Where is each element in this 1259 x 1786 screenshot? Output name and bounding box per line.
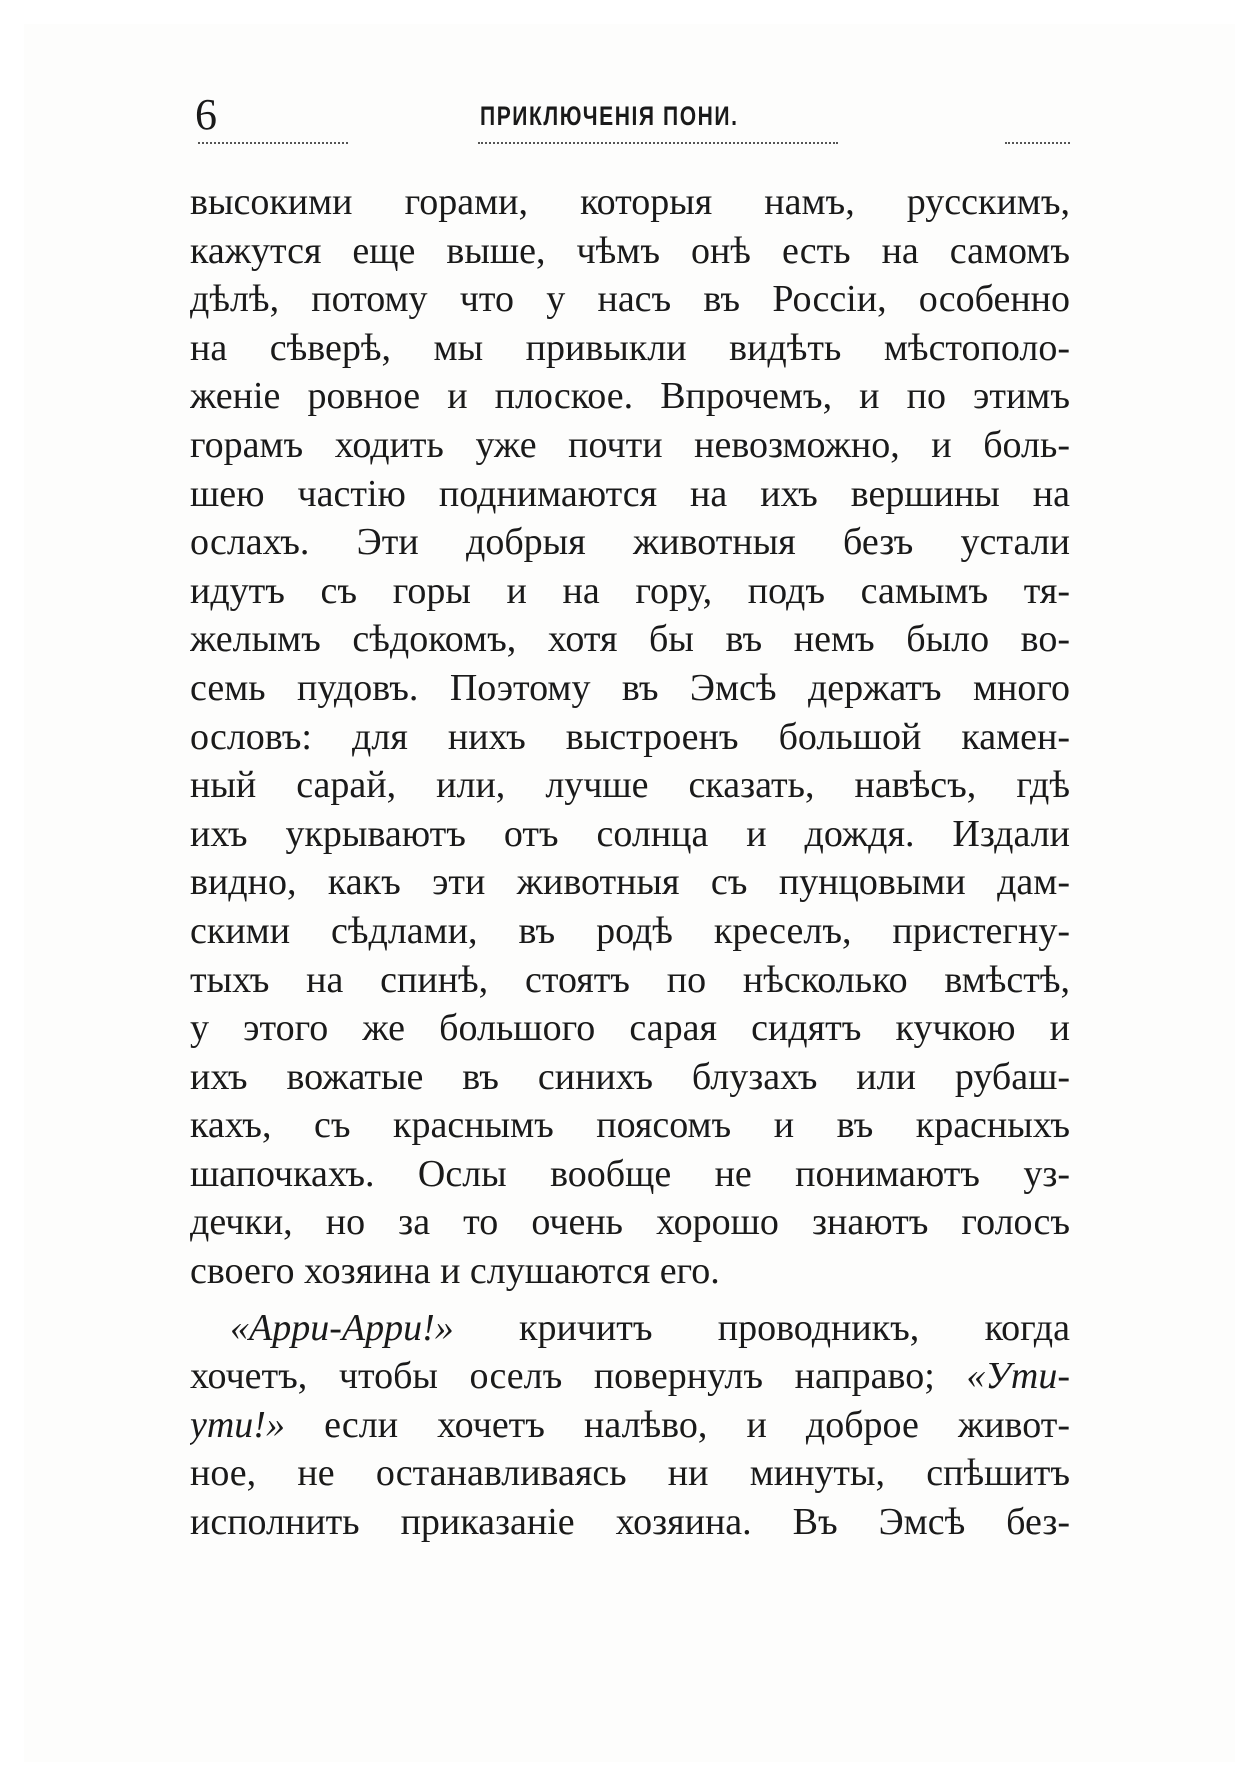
text-line: на сѣверѣ, мы привыкли видѣть мѣстополо- xyxy=(190,326,1070,369)
text-line: идутъ съ горы и на гору, подъ самымъ тя- xyxy=(190,569,1070,612)
text-line: горамъ ходить уже почти невозможно, и боль- xyxy=(190,423,1070,466)
text-span: если хочетъ налѣво, и доброе живот- xyxy=(284,1403,1070,1446)
text-line: высокими горами, которыя намъ, русскимъ, xyxy=(190,181,1070,223)
exclamation-left-part1: «Ути- xyxy=(966,1355,1070,1398)
text-line: своего хозяина и слушаются его. xyxy=(190,1250,720,1293)
text-line: ный сарай, или, лучше сказать, навѣсъ, гдѣ xyxy=(190,764,1070,807)
text-line: шею частію поднимаются на ихъ вершины на xyxy=(190,472,1070,515)
text-span: кричитъ проводникъ, когда xyxy=(453,1306,1070,1349)
text-line: ослахъ. Эти добрыя животныя безъ устали xyxy=(190,521,1070,564)
text-line: семь пудовъ. Поэтому въ Эмсѣ держатъ много xyxy=(190,666,1070,709)
text-line: у этого же большого сарая сидятъ кучкою и xyxy=(190,1007,1070,1050)
exclamation-right: «Арри-Арри!» xyxy=(230,1306,454,1349)
paragraph-2 xyxy=(190,1304,1070,1547)
text-line: тыхъ на спинѣ, стоятъ по нѣсколько вмѣстѣ, xyxy=(190,958,1070,1001)
text-line: женіе ровное и плоское. Впрочемъ, и по этимъ xyxy=(190,375,1070,418)
body-text xyxy=(190,178,1070,1547)
exclamation-left-part2: ути!» xyxy=(190,1403,285,1446)
paragraph-1 xyxy=(190,178,1070,1296)
text-line: исполнить приказаніе хозяина. Въ Эмсѣ без- xyxy=(190,1501,1070,1544)
page-number: 6 xyxy=(195,90,217,139)
text-line: видно, какъ эти животныя съ пунцовыми дам- xyxy=(190,861,1070,904)
text-line xyxy=(190,1304,1070,1353)
text-line: ихъ укрываютъ отъ солнца и дождя. Издали xyxy=(190,812,1070,855)
text-line xyxy=(190,1352,1070,1401)
header-rule-right xyxy=(1005,142,1070,144)
text-line xyxy=(190,1401,1070,1450)
text-line: скими сѣдлами, въ родѣ креселъ, пристегну- xyxy=(190,909,1070,952)
text-line: дѣлѣ, потому что у насъ въ Россіи, особенно xyxy=(190,278,1070,321)
text-line: ное, не останавливаясь ни минуты, спѣшитъ xyxy=(190,1452,1070,1495)
text-line: кахъ, съ краснымъ поясомъ и въ красныхъ xyxy=(190,1104,1070,1147)
text-line: шапочкахъ. Ослы вообще не понимаютъ уз- xyxy=(190,1152,1070,1195)
page-header xyxy=(195,90,1075,140)
header-rule-center xyxy=(478,142,838,144)
text-span: хочетъ, чтобы оселъ повернулъ направо; xyxy=(190,1355,967,1398)
header-rule-left xyxy=(198,142,348,144)
text-line: желымъ сѣдокомъ, хотя бы въ немъ было во- xyxy=(190,618,1070,661)
text-line: ихъ вожатые въ синихъ блузахъ или рубаш- xyxy=(190,1055,1070,1098)
text-line: дечки, но за то очень хорошо знаютъ голосъ xyxy=(190,1201,1070,1244)
running-title: ПРИКЛЮЧЕНІЯ ПОНИ. xyxy=(480,101,739,131)
text-line: кажутся еще выше, чѣмъ онѣ есть на самомъ xyxy=(190,229,1070,272)
text-line: ословъ: для нихъ выстроенъ большой камен- xyxy=(190,715,1070,758)
